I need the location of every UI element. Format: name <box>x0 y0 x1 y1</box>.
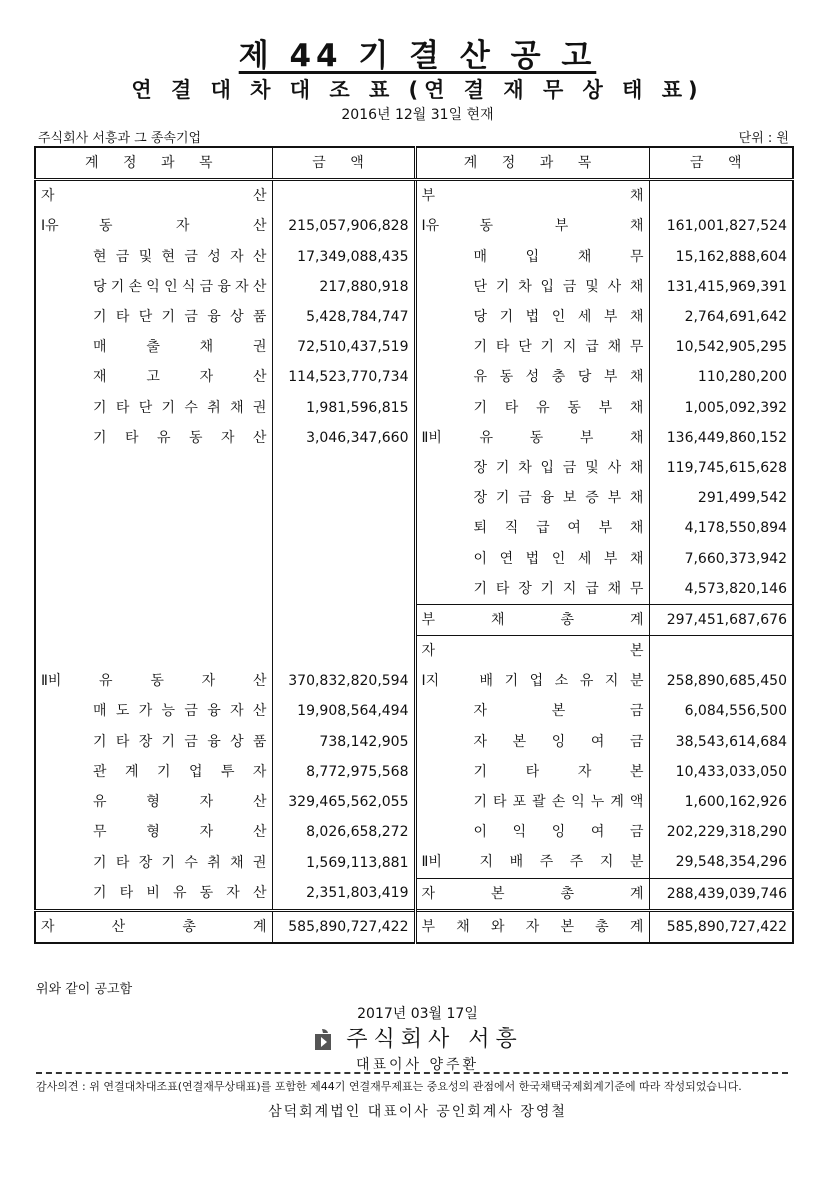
account-label <box>35 878 272 910</box>
table-row <box>35 393 793 423</box>
spaced-label: 지 배 주 주 지 분 <box>479 854 644 871</box>
table-row <box>35 423 793 453</box>
spaced-label: 단 기 차 입 금 및 사 채 <box>473 278 644 295</box>
section-heading: 부 채 <box>415 180 649 212</box>
amount-cell: 131,415,969,391 <box>649 272 793 302</box>
empty-cell <box>272 574 415 605</box>
amount-cell: 1,005,092,392 <box>649 393 793 423</box>
account-label <box>415 757 649 787</box>
table-row <box>35 666 793 696</box>
table-row <box>35 211 793 241</box>
auditor-signature: 삼덕회계법인 대표이사 공인회계사 장영철 <box>268 1104 567 1120</box>
col-header-account-right: 계 정 과 목 <box>415 147 649 180</box>
spaced-label: 기 타 장 기 수 취 채 권 <box>93 854 267 871</box>
spaced-label: 기 타 유 동 자 산 <box>93 429 267 446</box>
table-row <box>35 180 793 212</box>
amount-cell: 1,600,162,926 <box>649 787 793 817</box>
spaced-label: 기 타 장 기 금 융 상 품 <box>93 733 267 750</box>
table-row <box>35 636 793 667</box>
account-label <box>35 696 272 726</box>
table-row <box>35 453 793 483</box>
spaced-label: 기 타 장 기 지 급 채 무 <box>473 580 644 597</box>
spaced-label: 재 고 자 산 <box>93 369 267 386</box>
empty-cell <box>272 483 415 513</box>
amount-cell: 258,890,685,450 <box>649 666 793 696</box>
account-label <box>415 242 649 272</box>
account-label <box>35 847 272 878</box>
amount-cell: 7,660,373,942 <box>649 543 793 573</box>
as-of-date: 2016년 12월 31일 현재 <box>341 107 494 123</box>
spaced-label: 기 타 비 유 동 자 산 <box>93 885 267 902</box>
account-label <box>415 727 649 757</box>
table-row <box>35 727 793 757</box>
account-label <box>415 393 649 423</box>
account-label <box>35 332 272 362</box>
account-label <box>35 272 272 302</box>
amount-cell: 161,001,827,524 <box>649 211 793 241</box>
account-label <box>415 787 649 817</box>
amount-cell: 297,451,687,676 <box>649 604 793 635</box>
amount-cell: 2,764,691,642 <box>649 302 793 332</box>
group-label: Ⅱ비 지 배 주 주 지 분 <box>415 847 649 878</box>
amount-cell: 738,142,905 <box>272 727 415 757</box>
amount-cell: 4,573,820,146 <box>649 574 793 605</box>
spaced-label: 유 동 부 채 <box>479 429 644 446</box>
account-label <box>35 787 272 817</box>
group-label: Ⅱ비 유 동 자 산 <box>41 673 267 690</box>
table-row <box>35 362 793 392</box>
empty-cell <box>35 543 272 573</box>
empty-cell <box>35 574 272 605</box>
account-label <box>415 453 649 483</box>
empty-cell <box>272 513 415 543</box>
spaced-label: 관 계 기 업 투 자 <box>93 763 267 780</box>
empty-cell <box>272 604 415 635</box>
amount-cell: 288,439,039,746 <box>649 878 793 910</box>
account-label <box>35 727 272 757</box>
spaced-label: 유 형 자 산 <box>93 794 267 811</box>
ceo-signature: 대표이사 양주환 <box>355 1057 480 1073</box>
spaced-label: 퇴 직 급 여 부 채 <box>473 520 644 537</box>
spaced-label: 유 동 자 산 <box>99 673 267 690</box>
account-label <box>415 574 649 605</box>
total-label <box>415 604 649 635</box>
amount-cell: 119,745,615,628 <box>649 453 793 483</box>
account-label <box>415 483 649 513</box>
amount-cell: 10,433,033,050 <box>649 757 793 787</box>
col-header-account-left: 계 정 과 목 <box>35 147 272 180</box>
spaced-label: 유 동 성 충 당 부 채 <box>473 369 644 386</box>
amount-cell: 8,772,975,568 <box>272 757 415 787</box>
amount-cell: 72,510,437,519 <box>272 332 415 362</box>
spaced-label: 매 입 채 무 <box>473 248 644 265</box>
spaced-label: 기 타 단 기 수 취 채 권 <box>93 399 267 416</box>
spaced-label: 매 출 채 권 <box>93 339 267 356</box>
account-label <box>415 332 649 362</box>
table-header-row <box>35 147 793 180</box>
account-label <box>35 362 272 392</box>
spaced-label: 기 타 유 동 부 채 <box>473 399 644 416</box>
balance-sheet-table <box>34 146 794 944</box>
spaced-label: 이 연 법 인 세 부 채 <box>473 550 644 567</box>
spaced-label: 배 기 업 소 유 지 분 <box>479 673 644 690</box>
account-label <box>415 302 649 332</box>
amount-cell: 329,465,562,055 <box>272 787 415 817</box>
publication-date: 2017년 03월 17일 <box>357 1006 478 1022</box>
unit-label: 단위 : 원 <box>738 131 789 146</box>
divider <box>36 1072 788 1074</box>
table-row <box>35 696 793 726</box>
amount-cell: 2,351,803,419 <box>272 878 415 910</box>
amount-cell: 370,832,820,594 <box>272 666 415 696</box>
spaced-label: 이 익 잉 여 금 <box>473 824 644 841</box>
table-row <box>35 242 793 272</box>
account-label <box>415 513 649 543</box>
account-label <box>415 696 649 726</box>
empty-cell <box>35 453 272 483</box>
spaced-label: 자 산 총 계 <box>41 918 267 935</box>
total-label <box>415 878 649 910</box>
account-label <box>35 817 272 847</box>
total-label <box>415 910 649 943</box>
account-label <box>415 272 649 302</box>
spaced-label: 부 채 총 계 <box>421 611 644 628</box>
account-label <box>35 302 272 332</box>
empty-cell <box>35 604 272 635</box>
spaced-label: 장 기 금 융 보 증 부 채 <box>473 490 644 507</box>
spaced-label: 기 타 단 기 금 융 상 품 <box>93 309 267 326</box>
group-label: Ⅰ지 배 기 업 소 유 지 분 <box>415 666 649 696</box>
amount-cell: 3,046,347,660 <box>272 423 415 453</box>
spaced-label: 기 타 단 기 지 급 채 무 <box>473 339 644 356</box>
amount-cell: 215,057,906,828 <box>272 211 415 241</box>
table-row <box>35 332 793 362</box>
company-logo-icon <box>312 1028 334 1052</box>
spaced-label: 현 금 및 현 금 성 자 산 <box>93 248 267 265</box>
amount-cell: 8,026,658,272 <box>272 817 415 847</box>
empty-cell <box>649 180 793 212</box>
spaced-label: 동 부 채 <box>479 218 644 235</box>
empty-cell <box>272 636 415 667</box>
table-row <box>35 543 793 573</box>
amount-cell: 114,523,770,734 <box>272 362 415 392</box>
account-label <box>415 362 649 392</box>
spaced-label: 무 형 자 산 <box>93 824 267 841</box>
amount-cell: 5,428,784,747 <box>272 302 415 332</box>
spaced-label: 자 본 총 계 <box>421 885 644 902</box>
amount-cell: 10,542,905,295 <box>649 332 793 362</box>
table-row <box>35 878 793 910</box>
empty-cell <box>272 453 415 483</box>
table-row <box>35 847 793 878</box>
amount-cell: 38,543,614,684 <box>649 727 793 757</box>
amount-cell: 15,162,888,604 <box>649 242 793 272</box>
table-row <box>35 757 793 787</box>
table-row <box>35 787 793 817</box>
spaced-label: 매 도 가 능 금 융 자 산 <box>93 703 267 720</box>
account-label <box>35 423 272 453</box>
account-label <box>35 757 272 787</box>
amount-cell: 110,280,200 <box>649 362 793 392</box>
amount-cell: 136,449,860,152 <box>649 423 793 453</box>
company-signature <box>0 1022 835 1053</box>
empty-cell <box>35 483 272 513</box>
spaced-label: 자 본 금 <box>473 703 644 720</box>
total-label <box>35 910 272 943</box>
amount-cell: 4,178,550,894 <box>649 513 793 543</box>
amount-cell: 1,569,113,881 <box>272 847 415 878</box>
spaced-label: 장 기 차 입 금 및 사 채 <box>473 459 644 476</box>
company-scope: 주식회사 서흥과 그 종속기업 <box>38 131 202 146</box>
spaced-label: 당 기 법 인 세 부 채 <box>473 309 644 326</box>
section-heading: 자 본 <box>415 636 649 667</box>
spaced-label: 자 본 잉 여 금 <box>473 733 644 750</box>
audit-opinion: 감사의견 : 위 연결대차대조표(연결재무상태표)를 포함한 제44기 연결재무제표는 중요성의 관점에서 한국채택국제회계기준에 따라 작성되었습니다. <box>36 1080 742 1093</box>
spaced-label: 동 자 산 <box>99 218 267 235</box>
amount-cell: 6,084,556,500 <box>649 696 793 726</box>
amount-cell: 19,908,564,494 <box>272 696 415 726</box>
amount-cell: 17,349,088,435 <box>272 242 415 272</box>
spaced-label: 부 채 와 자 본 총 계 <box>421 918 644 935</box>
account-label <box>35 242 272 272</box>
account-label <box>415 817 649 847</box>
spaced-label: 기 타 자 본 <box>473 763 644 780</box>
table-row <box>35 513 793 543</box>
company-name: 주식회사 서흥 <box>346 1027 523 1052</box>
spaced-label: 당 기 손 익 인 식 금 융 자 산 <box>93 278 267 295</box>
table-row <box>35 483 793 513</box>
empty-cell <box>272 180 415 212</box>
amount-cell: 1,981,596,815 <box>272 393 415 423</box>
amount-cell: 202,229,318,290 <box>649 817 793 847</box>
notice-title: 제 44 기 결 산 공 고 <box>238 38 597 74</box>
empty-cell <box>649 636 793 667</box>
amount-cell: 585,890,727,422 <box>272 910 415 943</box>
amount-cell: 29,548,354,296 <box>649 847 793 878</box>
group-label: Ⅰ유 동 자 산 <box>41 218 267 235</box>
group-label: Ⅰ유 동 부 채 <box>415 211 649 241</box>
empty-cell <box>35 636 272 667</box>
table-row <box>35 272 793 302</box>
balance-sheet-body <box>35 147 793 943</box>
statement-title: 연 결 대 차 대 조 표 (연 결 재 무 상 태 표) <box>131 78 704 102</box>
table-row <box>35 604 793 635</box>
account-label <box>35 393 272 423</box>
spaced-label: 기 타 포 괄 손 익 누 계 액 <box>473 794 644 811</box>
account-label <box>415 543 649 573</box>
col-header-amount-left: 금 액 <box>272 147 415 180</box>
group-label: Ⅱ비 유 동 부 채 <box>415 423 649 453</box>
table-row <box>35 817 793 847</box>
empty-cell <box>272 543 415 573</box>
table-row <box>35 302 793 332</box>
amount-cell: 585,890,727,422 <box>649 910 793 943</box>
amount-cell: 291,499,542 <box>649 483 793 513</box>
section-heading: 자 산 <box>41 188 267 205</box>
announcement-note: 위와 같이 공고함 <box>36 982 133 997</box>
empty-cell <box>35 513 272 543</box>
table-row <box>35 574 793 605</box>
grand-total-row <box>35 910 793 943</box>
amount-cell: 217,880,918 <box>272 272 415 302</box>
col-header-amount-right: 금 액 <box>649 147 793 180</box>
